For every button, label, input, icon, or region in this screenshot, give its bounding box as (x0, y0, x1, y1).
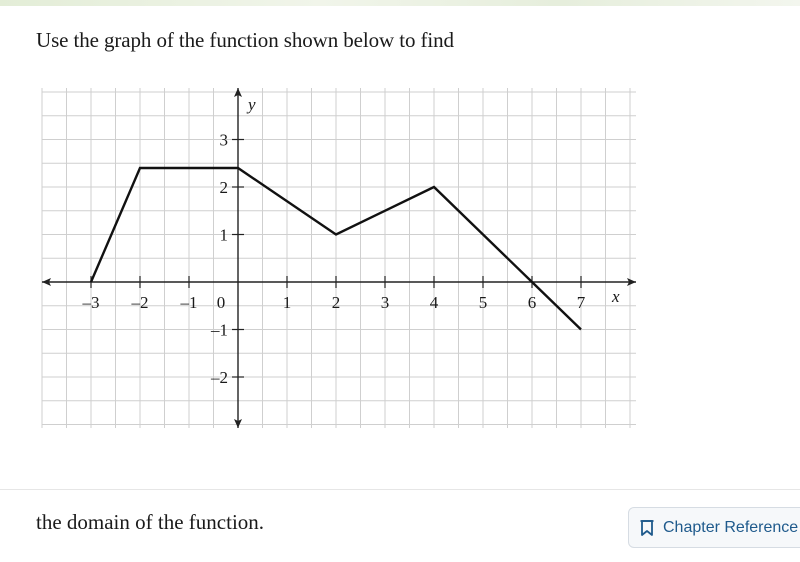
x-tick-label: 3 (380, 293, 390, 312)
y-tick-label: 3 (219, 130, 228, 150)
bookmark-icon (639, 519, 655, 537)
x-axis-label: x (612, 287, 620, 306)
y-tick-label: –1 (211, 320, 228, 340)
x-tick-label: –2 (131, 293, 149, 312)
x-tick-label: 0 (216, 293, 226, 312)
x-tick-label: 4 (429, 293, 439, 312)
chapter-reference-label: Chapter Reference (663, 518, 799, 536)
question-text: the domain of the function. (36, 510, 265, 534)
x-tick-label: –3 (82, 293, 100, 312)
x-tick-label: –1 (180, 293, 198, 312)
y-tick-label: 1 (219, 225, 228, 245)
x-tick-label: 5 (478, 293, 488, 312)
x-tick-label: 1 (282, 293, 292, 312)
section-divider (0, 489, 800, 490)
y-tick-label: –2 (211, 368, 228, 387)
chapter-reference-button[interactable] (628, 507, 800, 548)
grid-lines (42, 88, 636, 428)
x-tick-label: 6 (527, 293, 537, 312)
x-tick-label: 7 (576, 293, 586, 312)
x-tick-label: 2 (331, 293, 341, 312)
problem-prompt: Use the graph of the function shown below to find (36, 28, 454, 52)
y-axis-label: y (248, 95, 256, 114)
y-tick-label: 2 (219, 178, 228, 197)
